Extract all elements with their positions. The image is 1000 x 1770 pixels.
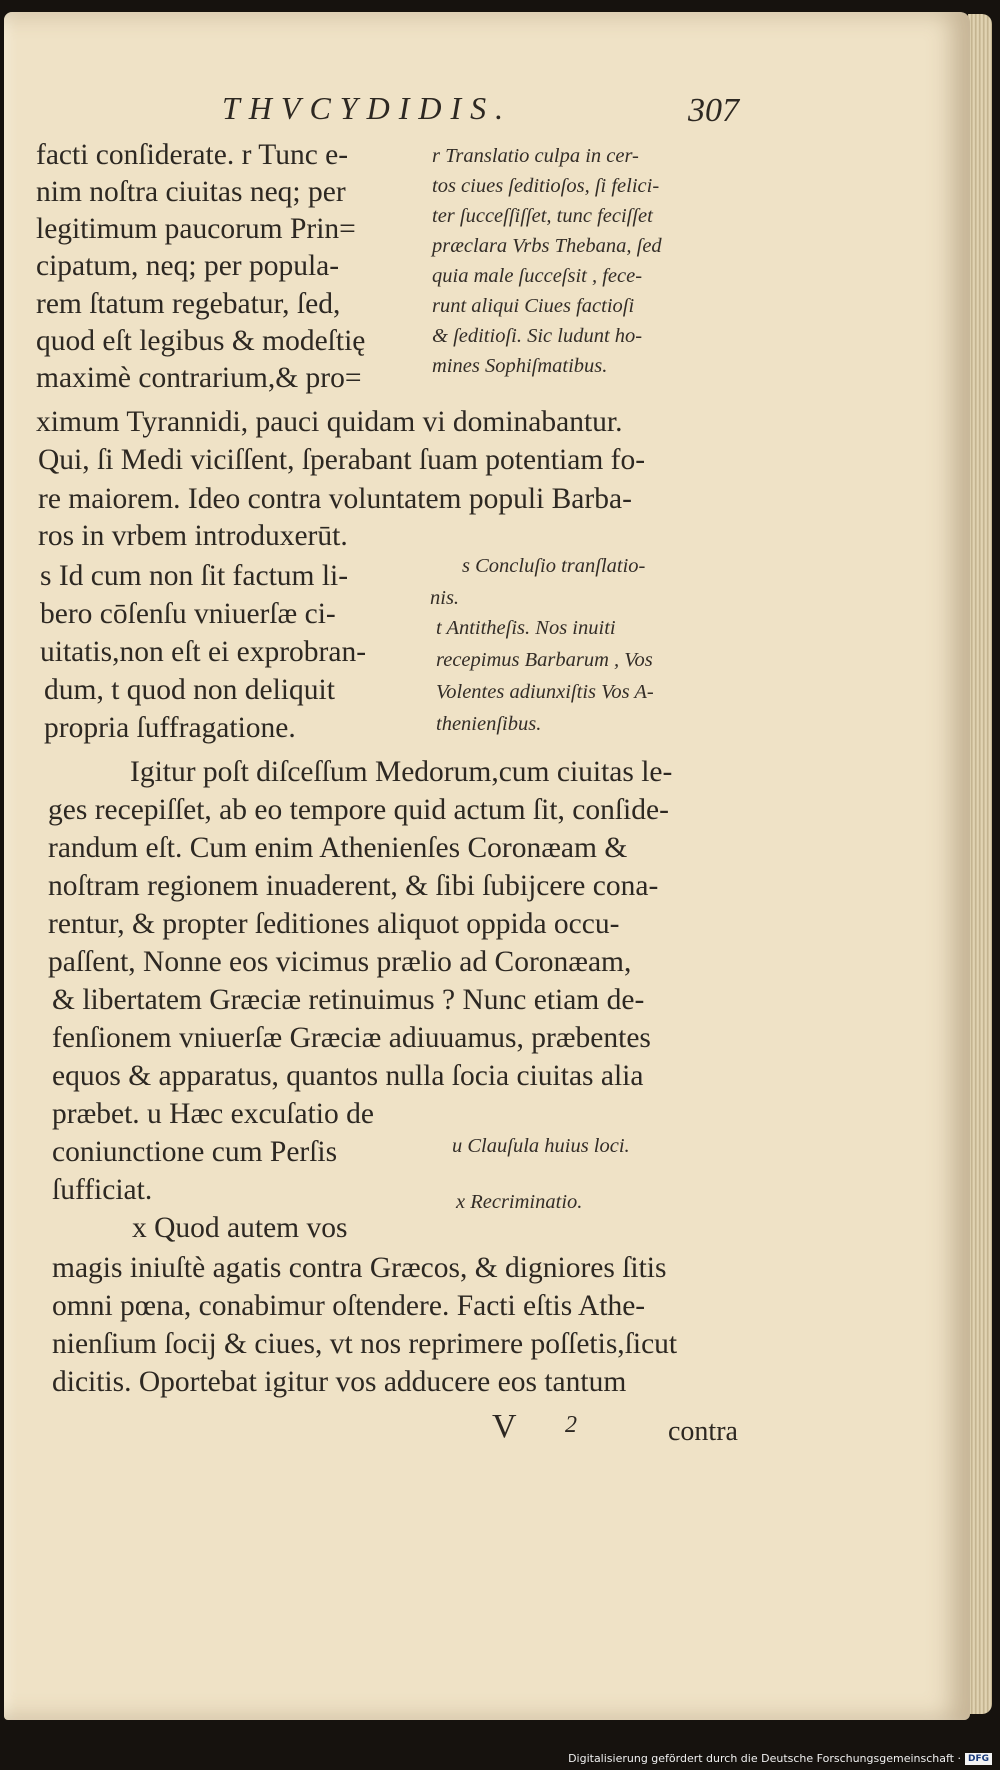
text-line: bero cōſenſu vniuerſæ ci-	[40, 598, 336, 630]
text-line: magis iniuſtè agatis contra Græcos, & digniores ſitis	[52, 1252, 667, 1284]
text-line: nienſium ſocij & ciues, vt nos reprimere poſſetis,ſicut	[52, 1328, 678, 1360]
marginal-note-line: quia male ſucceſsit , fece-	[432, 265, 643, 287]
signature-number: 2	[565, 1412, 577, 1438]
marginal-note-line: præclara Vrbs Thebana, ſed	[432, 235, 662, 257]
text-line: rentur, & propter ſeditiones aliquot oppida occu-	[48, 908, 620, 940]
marginal-note-line: thenienſibus.	[436, 713, 542, 735]
text-line: noſtram regionem inuaderent, & ſibi ſubijcere cona-	[48, 870, 659, 902]
text-line: quod eſt legibus & modeſtię	[36, 325, 366, 357]
running-header: THVCYDIDIS.	[222, 90, 513, 126]
digitization-footer	[568, 1752, 992, 1765]
text-line: propria ſuffragatione.	[44, 712, 296, 744]
text-line: & libertatem Græciæ retinuimus ? Nunc etiam de-	[52, 984, 645, 1016]
text-line: randum eſt. Cum enim Athenienſes Coronæam &	[48, 832, 628, 864]
text-line: Igitur poſt diſceſſum Medorum,cum ciuitas le-	[130, 756, 673, 788]
marginal-note-line: Volentes adiunxiſtis Vos A-	[436, 681, 654, 703]
page-number: 307	[688, 92, 739, 129]
marginal-note-line: runt aliqui Ciues factioſi	[432, 295, 635, 317]
marginal-note-line: nis.	[430, 587, 460, 609]
marginal-note-line: & ſeditioſi. Sic ludunt ho-	[432, 325, 643, 347]
marginal-note-line: tos ciues ſeditioſos, ſi felici-	[432, 175, 660, 197]
text-line: coniunctione cum Perſis	[52, 1136, 338, 1168]
text-line: ſufficiat.	[52, 1174, 153, 1206]
text-line: equos & apparatus, quantos nulla ſocia ciuitas alia	[52, 1060, 644, 1092]
text-line: rem ſtatum regebatur, ſed,	[36, 288, 341, 320]
marginal-note-line: ter ſucceſſiſſet, tunc feciſſet	[432, 205, 653, 227]
text-line: omni pœna, conabimur oſtendere. Facti eſtis Athe-	[52, 1290, 646, 1322]
marginal-note-u: u Clauſula huius loci.	[452, 1135, 630, 1157]
footer-text: Digitalisierung gefördert durch die Deutsche Forschungsgemeinschaft ·	[568, 1752, 961, 1765]
signature-mark: V	[492, 1408, 517, 1445]
page-edge	[968, 14, 992, 1714]
text-line: Qui, ſi Medi viciſſent, ſperabant ſuam potentiam fo-	[38, 444, 646, 476]
text-line: uitatis,non eſt ei exprobran-	[40, 636, 367, 668]
dfg-logo-icon: DFG	[965, 1753, 992, 1765]
text-line: ges recepiſſet, ab eo tempore quid actum ſit, conſide-	[48, 794, 669, 826]
text-line: nim noſtra ciuitas neq; per	[36, 176, 346, 208]
marginal-note-line: s Concluſio tranſlatio-	[462, 555, 646, 577]
text-line: ximum Tyrannidi, pauci quidam vi dominabantur.	[36, 406, 623, 438]
marginal-note-line: recepimus Barbarum , Vos	[436, 649, 653, 671]
text-line: præbet. u Hæc excuſatio de	[52, 1098, 374, 1130]
text-line: re maiorem. Ideo contra voluntatem populi Barba-	[38, 483, 632, 515]
text-line: cipatum, neq; per popula-	[36, 250, 340, 282]
marginal-note-line: r Translatio culpa in cer-	[432, 145, 639, 167]
text-line: dum, t quod non deliquit	[44, 674, 335, 706]
text-line: ros in vrbem introduxerūt.	[38, 520, 348, 552]
catchword: contra	[668, 1416, 738, 1447]
marginal-note-line: t Antitheſis. Nos inuiti	[436, 617, 616, 639]
text-line: paſſent, Nonne eos vicimus prælio ad Coronæam,	[48, 946, 632, 978]
text-line: maximè contrarium,& pro=	[36, 362, 362, 394]
text-line: s Id cum non ſit factum li-	[40, 560, 349, 592]
text-line: x Quod autem vos	[132, 1212, 348, 1244]
text-line: fenſionem vniuerſæ Græciæ adiuuamus, præbentes	[52, 1022, 651, 1054]
text-line: dicitis. Oportebat igitur vos adducere eos tantum	[52, 1366, 627, 1398]
marginal-note-line: mines Sophiſmatibus.	[432, 355, 608, 377]
text-line: legitimum paucorum Prin=	[36, 213, 356, 245]
text-line: facti conſiderate. r Tunc e-	[36, 139, 349, 171]
marginal-note-x: x Recriminatio.	[456, 1191, 583, 1213]
